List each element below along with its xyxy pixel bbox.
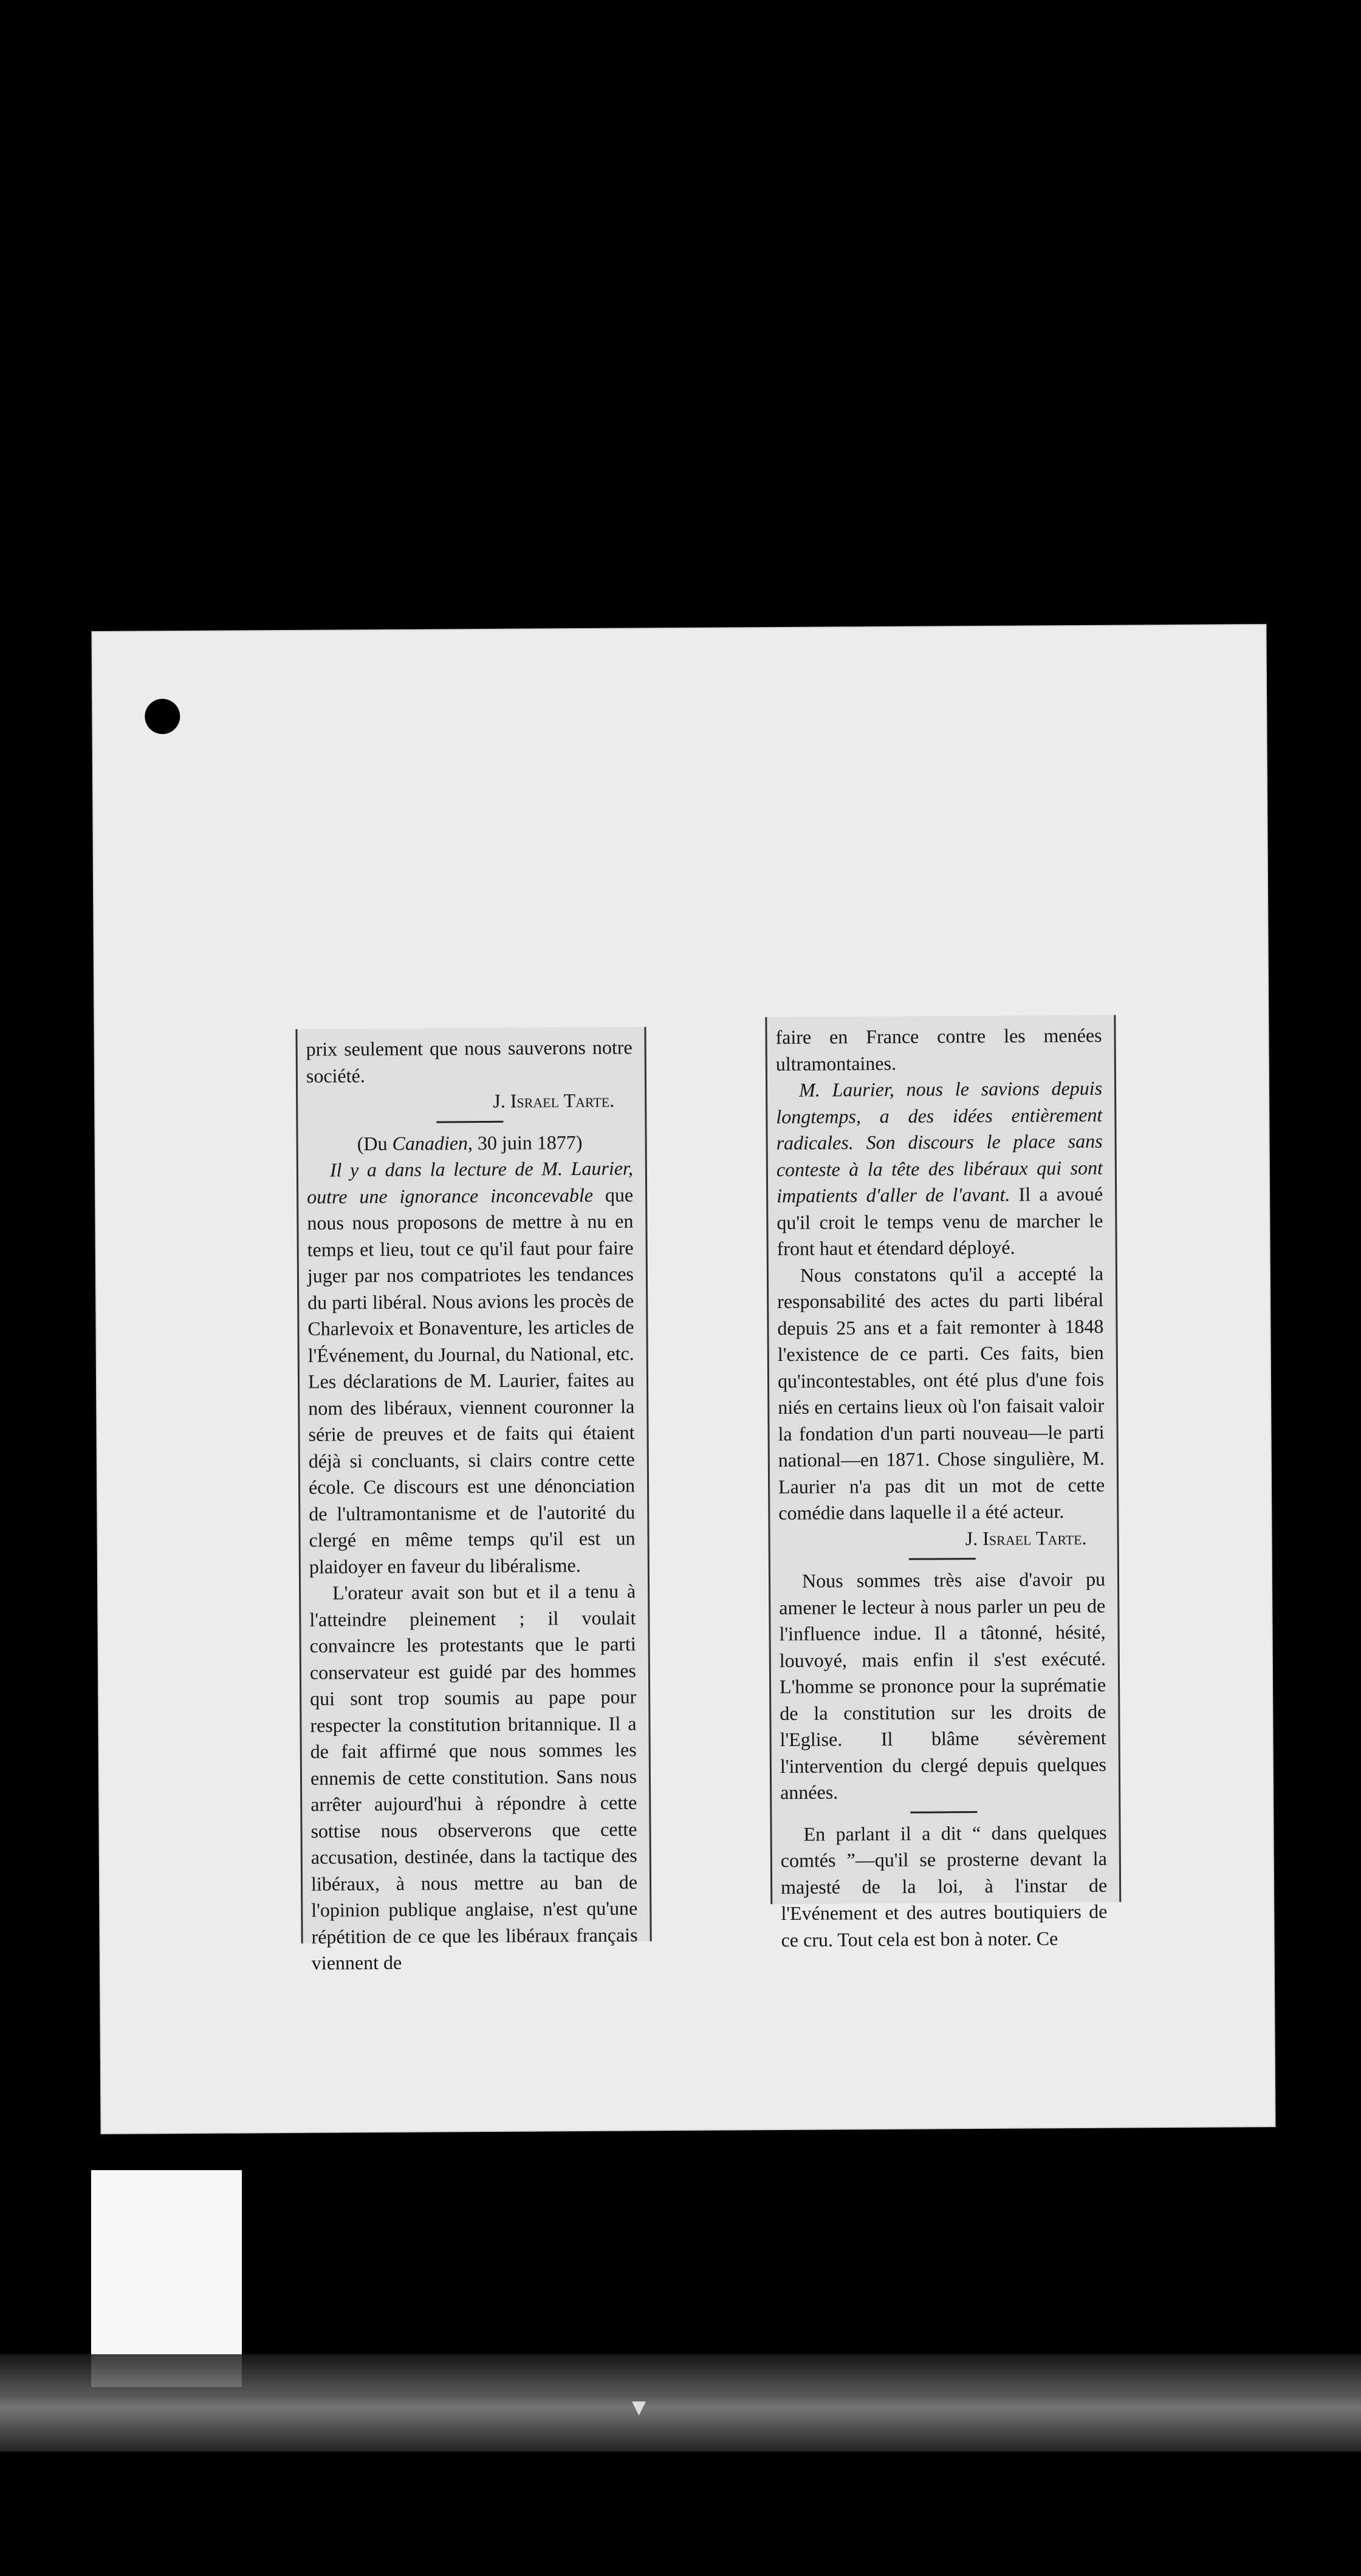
dateline: (Du Canadien, 30 juin 1877) [357,1131,583,1154]
left-paragraph-1: Il y a dans la lecture de M. Laurier, outre une ignorance inconcevable que nous nous proposons de mettre à nu en temps et lieu, tout ce qu'il faut pour faire juger par nos compatriotes les tendances du parti libéral. Nous avions les procès de Charlevoix et Bonaventure, les articles de l'Événement, du Journal, du National, etc. Les déclarations de M. Laurier, faites au nom des libéraux, viennent couronner la série de preuves et de faits qui étaient déjà si concluants, si clairs contre cette école. Ce discours est une dénonciation de l'ultramontanisme et de l'autorité du clergé en même temps qu'il est un plaidoyer en faveur du libéralisme. [307,1157,636,1578]
left-divider-rule [436,1120,503,1123]
right-paragraph-2: Nous constatons qu'il a accepté la responsabilité des actes du parti libéral depuis 25 ans et a fait remonter à 1848 l'existence de ce parti. Ces faits, bien qu'incontestables, ont été plus d'une fois niés en certains lieux où l'on faisait valoir la fondation d'un parti nouveau—le parti national—en 1871. Chose singulière, M. Laurier n'a pas dit un mot de cette comédie dans laquelle il a été acteur. [777,1262,1105,1524]
right-paragraph-4: En parlant il a dit “ dans quelques comtés ”—qu'il se prosterne devant la majesté de la loi, à l'instar de l'Evénement et des autres boutiquiers de ce cru. Tout cela est bon à noter. Ce [780,1821,1108,1951]
scanner-bottom-band [0,2354,1361,2451]
left-signature: J. Israel Tarte. [493,1089,615,1112]
left-newspaper-clipping [295,1027,651,1974]
punch-hole [145,699,180,734]
scanned-page [92,625,1274,2133]
right-opening-text: faire en France contre les menées ultramontaines. [775,1024,1102,1075]
right-paragraph-1: M. Laurier, nous le savions depuis longtemps, a des idées entièrement radicales. Son discours le place sans conteste à la tête des libéraux qui sont impatients d'aller de l'avant. Il a avoué qu'il croit le temps venu de marcher le front haut et étendard déployé. [776,1077,1103,1260]
right-signature: J. Israel Tarte. [965,1526,1087,1549]
right-divider-rule-2 [910,1811,977,1814]
left-opening-text: prix seulement que nous sauverons notre société. [306,1036,633,1087]
right-newspaper-clipping [765,1015,1121,1951]
down-arrow-icon: ▼ [632,2397,646,2418]
right-divider-rule-1 [908,1558,975,1560]
right-paragraph-3: Nous sommes très aise d'avoir pu amener le lecteur à nous parler un peu de l'influence indue. Il a tâtonné, hésité, louvoyé, mais enfin il s'est exécuté. L'homme se prononce pour la suprématie de la constitution sur les droits de l'Eglise. Il blâme sévèrement l'intervention du clergé depuis quelques années. [779,1567,1106,1804]
left-paragraph-2: L'orateur avait son but et il a tenu à l'atteindre pleinement ; il voulait convaincre les protestants que le parti conservateur est guidé par des hommes qui sont trop soumis au pape pour respecter la constitution britannique. Il a de fait affirmé que nous sommes les ennemis de cette constitution. Sans nous arrêter aujourd'hui à répondre à cette sottise nous observerons que cette accusation, destinée, dans la tactique des libéraux, à nous mettre au ban de l'opinion publique anglaise, n'est qu'une répétition de ce que les libéraux français viennent de [309,1580,638,1974]
